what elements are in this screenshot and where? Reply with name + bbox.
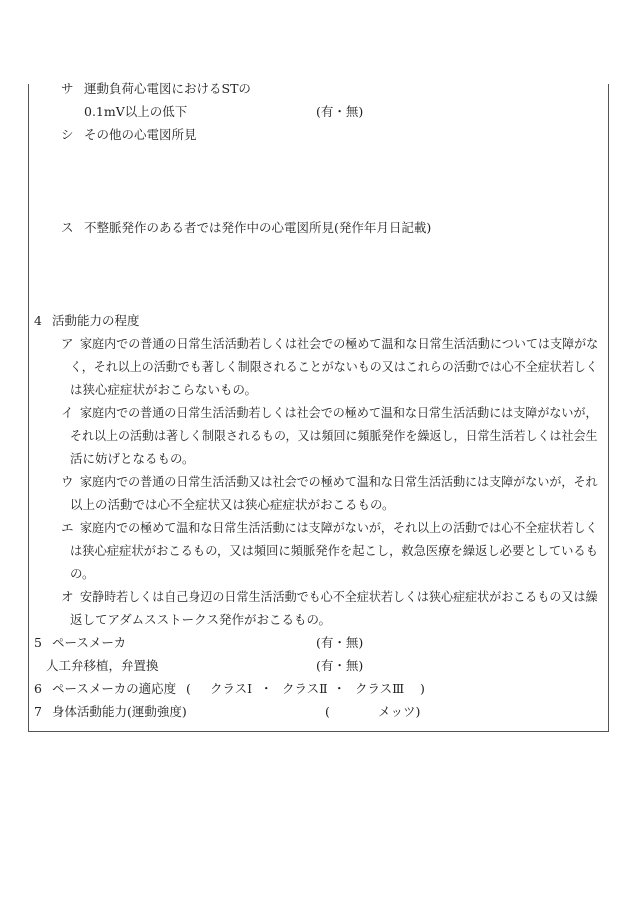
section5-number: 5 bbox=[34, 635, 42, 650]
separator: ・ bbox=[260, 681, 273, 696]
option-mark[interactable]: イ bbox=[61, 405, 74, 420]
option-text-line: それ以上の活動は著しく制限されるもの，又は頻回に頻脈発作を繰返し，日常生活若しくは社会生 bbox=[70, 428, 598, 443]
item-sa-mark: サ bbox=[61, 81, 74, 96]
item-sa-choice[interactable]: (有・無) bbox=[316, 104, 364, 119]
mets-unit: メッツ) bbox=[378, 704, 421, 719]
option-text-line: 活に妨げとなるもの。 bbox=[70, 451, 195, 466]
option-mark[interactable]: ウ bbox=[61, 474, 74, 489]
option-mark[interactable]: エ bbox=[61, 520, 74, 535]
item-sa-text-2: 0.1mV以上の低下 bbox=[84, 104, 188, 119]
option-text-line: 家庭内での普通の日常生活活動又は社会での極めて温和な日常生活活動には支障がないが，それ bbox=[80, 474, 598, 489]
option-text-line: は狭心症症状がおこらないもの。 bbox=[70, 382, 258, 397]
option-text-line: 安静時若しくは自己身辺の日常生活活動でも心不全症状若しくは狭心症症状がおこるもの又は繰 bbox=[80, 589, 598, 604]
pacemaker-label: ペースメーカ bbox=[52, 635, 127, 650]
mets-paren-open: ( bbox=[325, 704, 330, 719]
valve-label: 人工弁移植，弁置換 bbox=[46, 658, 159, 673]
class-2-option[interactable]: クラスⅡ bbox=[282, 681, 328, 696]
section4-number: 4 bbox=[34, 313, 42, 328]
valve-choice[interactable]: (有・無) bbox=[316, 658, 364, 673]
option-text-line: は狭心症症状がおこるもの，又は頻回に頻脈発作を起こし，救急医療を繰返し必要としているも bbox=[70, 543, 599, 558]
separator: ・ bbox=[333, 681, 346, 696]
physical-capacity-label: 身体活動能力(運動強度) bbox=[52, 704, 187, 719]
item-shi-mark: シ bbox=[61, 127, 74, 142]
item-sa-text: 運動負荷心電図におけるSTの bbox=[84, 81, 251, 96]
option-text-line: 返してアダムスストークス発作がおこるもの。 bbox=[70, 612, 332, 627]
option-mark[interactable]: オ bbox=[61, 589, 74, 604]
option-mark[interactable]: ア bbox=[61, 336, 74, 351]
section6-number: 6 bbox=[34, 681, 42, 696]
option-text-line: 家庭内での普通の日常生活活動若しくは社会での極めて温和な日常生活活動については支障がな bbox=[80, 336, 599, 351]
item-su-mark: ス bbox=[61, 220, 74, 235]
option-text-line: 家庭内での普通の日常生活活動若しくは社会での極めて温和な日常生活活動には支障がないが， bbox=[80, 405, 598, 420]
section7-number: 7 bbox=[34, 704, 42, 719]
class-3-option[interactable]: クラスⅢ bbox=[355, 681, 405, 696]
pacemaker-choice[interactable]: (有・無) bbox=[316, 635, 364, 650]
option-text-line: 家庭内での極めて温和な日常生活活動には支障がないが，それ以上の活動では心不全症状若しく bbox=[80, 520, 598, 535]
class-1-option[interactable]: クラスⅠ bbox=[210, 681, 253, 696]
item-shi-text: その他の心電図所見 bbox=[84, 127, 197, 142]
option-text-line: 以上の活動では心不全症状又は狭心症症状がおこるもの。 bbox=[70, 497, 395, 512]
section4-title: 活動能力の程度 bbox=[52, 313, 140, 328]
pacemaker-fitness-label: ペースメーカの適応度 bbox=[52, 681, 177, 696]
option-text-line: の。 bbox=[70, 566, 95, 581]
item-su-text: 不整脈発作のある者では発作中の心電図所見(発作年月日記載) bbox=[84, 220, 432, 235]
paren-close: ) bbox=[420, 681, 425, 696]
option-text-line: く，それ以上の活動でも著しく制限されることがないもの又はこれらの活動では心不全症状若しく bbox=[70, 359, 598, 374]
paren-open: ( bbox=[186, 681, 191, 696]
